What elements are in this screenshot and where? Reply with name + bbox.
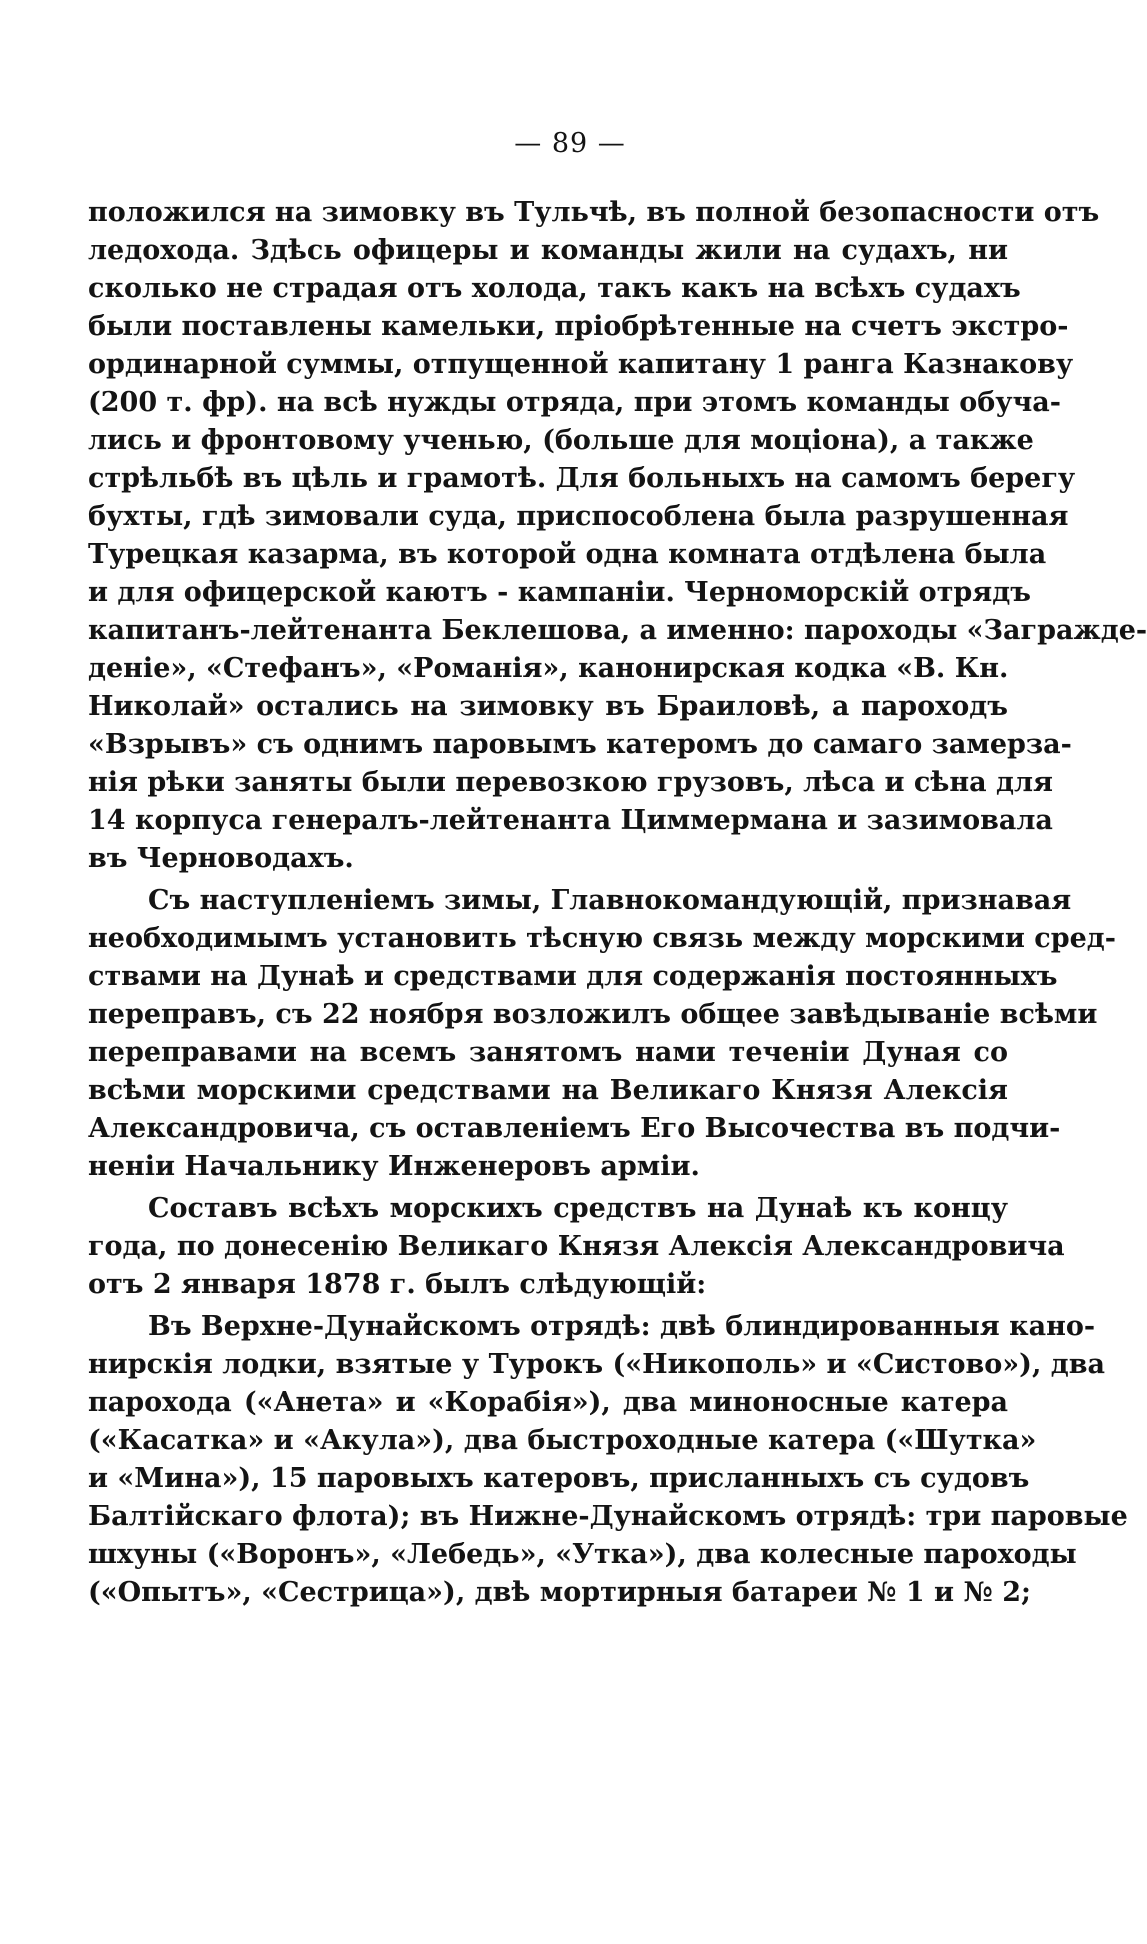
- text-line: стрѣльбѣ въ цѣль и грамотѣ. Для больныхъ на самомъ берегу: [88, 463, 1076, 494]
- text-line: года, по донесенію Великаго Князя Алексія Александровича: [88, 1231, 1065, 1262]
- text-line: положился на зимовку въ Тульчѣ, въ полной безопасности отъ: [88, 197, 1100, 228]
- text-line: Александровича, съ оставленіемъ Его Высочества въ подчи-: [88, 1113, 1061, 1144]
- text-line: всѣми морскими средствами на Великаго Князя Алексія: [88, 1075, 1008, 1106]
- text-line: переправъ, съ 22 ноября возложилъ общее завѣдываніе всѣми: [88, 999, 1098, 1030]
- paragraph-4: [88, 1308, 1128, 1612]
- text-line: («Опытъ», «Сестрица»), двѣ мортирныя батареи № 1 и № 2;: [88, 1577, 1031, 1608]
- paragraph-2: [88, 882, 1116, 1186]
- text-line: Составъ всѣхъ морскихъ средствъ на Дунаѣ къ концу: [148, 1193, 1008, 1224]
- text-line: деніе», «Стефанъ», «Романія», канонирская кодка «В. Кн.: [88, 653, 1009, 684]
- text-line: ствами на Дунаѣ и средствами для содержанія постоянныхъ: [88, 961, 1058, 992]
- text-line: Въ Верхне-Дунайскомъ отрядѣ: двѣ блиндированныя кано-: [148, 1311, 1096, 1342]
- text-line: (200 т. фр). на всѣ нужды отряда, при этомъ команды обуча-: [88, 387, 1061, 418]
- text-line: сколько не страдая отъ холода, такъ какъ на всѣхъ судахъ: [88, 273, 1021, 304]
- text-line: нирскія лодки, взятые у Турокъ («Никополь» и «Систово»), два: [88, 1349, 1106, 1380]
- page-number: — 89 —: [514, 128, 626, 159]
- text-line: парохода («Анета» и «Корабія»), два миноносные катера: [88, 1387, 1008, 1418]
- text-line: неніи Начальнику Инженеровъ арміи.: [88, 1151, 700, 1182]
- text-line: капитанъ-лейтенанта Беклешова, а именно: пароходы «Загражде-: [88, 615, 1147, 646]
- text-line: Балтійскаго флота); въ Нижне-Дунайскомъ отрядѣ: три паровые: [88, 1501, 1128, 1532]
- paragraph-3: [88, 1190, 1065, 1304]
- text-line: переправами на всемъ занятомъ нами теченіи Дуная со: [88, 1037, 1008, 1068]
- paragraph-1: [88, 194, 1147, 878]
- text-line: бухты, гдѣ зимовали суда, приспособлена была разрушенная: [88, 501, 1069, 532]
- text-line: лись и фронтовому ученью, (больше для моціона), а также: [88, 425, 1034, 456]
- text-line: Турецкая казарма, въ которой одна комната отдѣлена была: [88, 539, 1047, 570]
- text-line: были поставлены камельки, пріобрѣтенные на счетъ экстро-: [88, 311, 1069, 342]
- text-line: ординарной суммы, отпущенной капитану 1 ранга Казнакову: [88, 349, 1074, 380]
- body-text: [88, 194, 1147, 1612]
- text-line: 14 корпуса генералъ-лейтенанта Циммермана и зазимовала: [88, 805, 1053, 836]
- text-line: и для офицерской каютъ - кампаніи. Черноморскій отрядъ: [88, 577, 1031, 608]
- text-line: «Взрывъ» съ однимъ паровымъ катеромъ до самаго замерза-: [88, 729, 1072, 760]
- text-line: отъ 2 января 1878 г. былъ слѣдующій:: [88, 1269, 707, 1300]
- text-line: ледохода. Здѣсь офицеры и команды жили на судахъ, ни: [88, 235, 1008, 266]
- text-line: необходимымъ установить тѣсную связь между морскими сред-: [88, 923, 1116, 954]
- text-line: нія рѣки заняты были перевозкою грузовъ, лѣса и сѣна для: [88, 767, 1053, 798]
- text-line: шхуны («Воронъ», «Лебедь», «Утка»), два колесные пароходы: [88, 1539, 1077, 1570]
- text-line: («Касатка» и «Акула»), два быстроходные катера («Шутка»: [88, 1425, 1037, 1456]
- text-line: Николай» остались на зимовку въ Браиловѣ, а пароходъ: [88, 691, 1008, 722]
- text-line: въ Черноводахъ.: [88, 843, 354, 874]
- text-line: и «Мина»), 15 паровыхъ катеровъ, присланныхъ съ судовъ: [88, 1463, 1030, 1494]
- text-line: Съ наступленіемъ зимы, Главнокомандующій, признавая: [148, 885, 1072, 916]
